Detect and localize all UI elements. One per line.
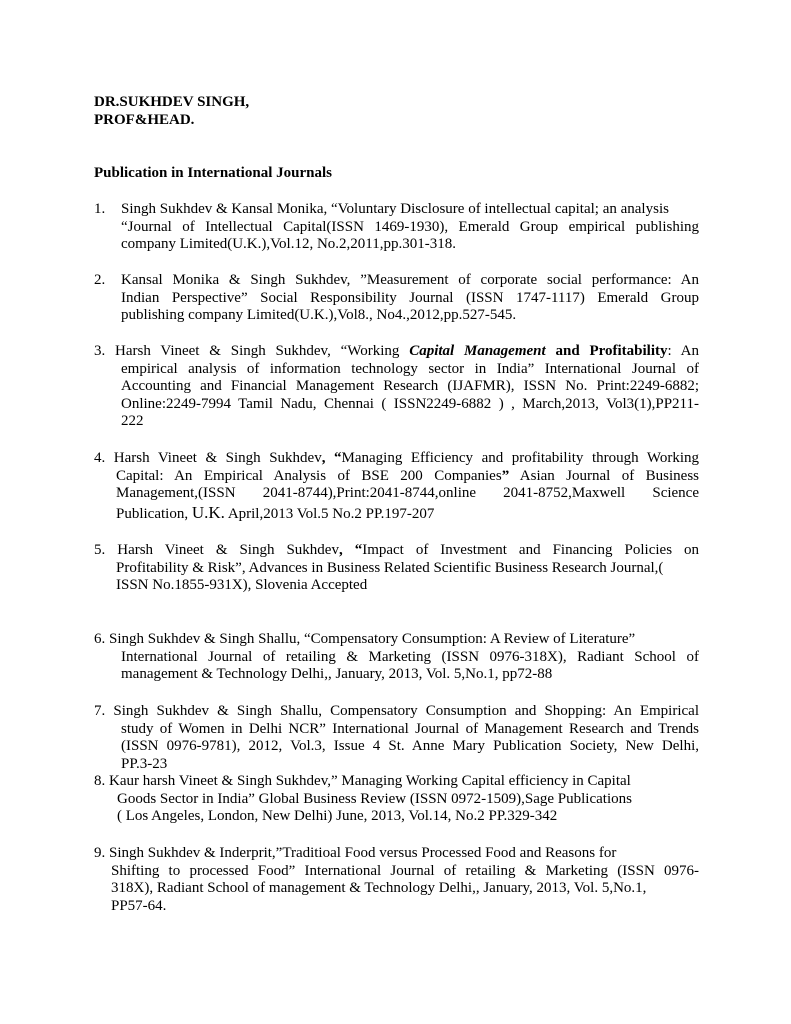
entry-text: Singh Sukhdev & Singh Shallu, “Compensatory Consumption: A Review of Literature” — [109, 631, 636, 647]
entry-text: Publication, — [116, 505, 192, 522]
publication-item-8 — [94, 773, 699, 826]
entry-line — [94, 773, 699, 791]
author-title: PROF&HEAD. — [94, 112, 195, 128]
item-number: 4. — [94, 450, 106, 466]
entry-emphasis: , “ — [338, 542, 363, 558]
entry-line: Online:2249-7994 Tamil Nadu, Chennai ( ISSN2249-6882 ) , March,2013, Vol3(1),PP211- — [121, 395, 699, 412]
entry-line: Singh Sukhdev & Kansal Monika, “Voluntary Disclosure of intellectual capital; an analysis — [121, 201, 669, 217]
entry-line: Goods Sector in India” Global Business Review (ISSN 0972-1509),Sage Publications — [117, 790, 632, 807]
item-number: 8. — [94, 773, 106, 789]
entry-line — [94, 631, 699, 649]
entry-line: 222 — [121, 413, 144, 430]
entry-line — [94, 703, 699, 721]
entry-line: ISSN No.1855-931X), Slovenia Accepted — [116, 577, 368, 594]
entry-text: Managing Efficiency and profitability through Working — [341, 450, 699, 466]
entry-text: Harsh Vineet & Singh Sukhdev, “Working — [115, 343, 410, 359]
entry-text: Asian Journal of Business — [509, 467, 699, 484]
entry-line: Profitability & Risk”, Advances in Business Related Scientific Business Research Journal,( — [116, 559, 664, 576]
entry-line: study of Women in Delhi NCR” International Journal of Management Research and Trends — [121, 720, 699, 737]
entry-text: Harsh Vineet & Singh Sukhdev — [113, 450, 322, 466]
publication-item-2 — [94, 272, 699, 325]
publication-item-9 — [94, 845, 699, 915]
entry-line — [116, 468, 699, 486]
entry-text: Harsh Vineet & Singh Sukhdev — [117, 542, 339, 558]
entry-text: Kaur harsh Vineet & Singh Sukhdev,” Managing Working Capital efficiency in Capital — [109, 773, 631, 789]
publication-item-1 — [94, 201, 699, 254]
entry-line — [94, 542, 699, 560]
item-number: 9. — [94, 845, 106, 861]
entry-line: publishing company Limited(U.K.),Vol8., No4.,2012,pp.527-545. — [121, 307, 517, 324]
publication-item-3 — [94, 343, 699, 431]
publication-item-6 — [94, 631, 699, 684]
entry-line: company Limited(U.K.),Vol.12, No.2,2011,pp.301-318. — [121, 236, 456, 253]
entry-text: Singh Sukhdev & Inderprit,”Traditioal Food versus Processed Food and Reasons for — [109, 845, 617, 861]
publication-item-7 — [94, 703, 699, 773]
entry-text: Impact of Investment and Financing Policies on — [362, 542, 700, 558]
item-number: 1. — [94, 201, 106, 217]
entry-line: ( Los Angeles, London, New Delhi) June, 2013, Vol.14, No.2 PP.329-342 — [117, 808, 558, 825]
entry-line: empirical analysis of information technology sector in India” International Journal of — [121, 360, 699, 377]
entry-text: Singh Sukhdev & Singh Shallu, Compensatory Consumption and Shopping: An Empirical — [113, 703, 699, 719]
entry-emphasis: , “ — [321, 450, 342, 466]
entry-line: Accounting and Financial Management Research (IJAFMR), ISSN No. Print:2249-6882; — [121, 378, 699, 395]
entry-text: : An — [667, 343, 699, 359]
item-number: 3. — [94, 343, 106, 359]
item-number: 7. — [94, 703, 106, 719]
entry-emphasis: Capital Management — [409, 343, 546, 359]
entry-emphasis: ” — [501, 467, 510, 484]
entry-line: PP.3-23 — [121, 755, 168, 772]
entry-text: Capital: An Empirical Analysis of BSE 200 Companies — [116, 467, 502, 484]
entry-line: (ISSN 0976-9781), 2012, Vol.3, Issue 4 St. Anne Mary Publication Society, New Delhi, — [121, 738, 699, 755]
item-number: 2. — [94, 272, 106, 288]
entry-line — [94, 343, 699, 361]
entry-line: Indian Perspective” Social Responsibility Journal (ISSN 1747-1117) Emerald Group — [121, 289, 699, 306]
entry-line: management & Technology Delhi,, January, 2013, Vol. 5,No.1, pp72-88 — [121, 666, 553, 683]
entry-emphasis: Profitability — [589, 343, 668, 359]
entry-line: PP57-64. — [111, 897, 167, 914]
entry-text: April,2013 Vol.5 No.2 PP.197-207 — [224, 505, 435, 522]
entry-line — [94, 845, 699, 863]
entry-line: Kansal Monika & Singh Sukhdev, ”Measurement of corporate social performance: An — [121, 272, 699, 288]
section-title: Publication in International Journals — [94, 165, 332, 181]
entry-line: International Journal of retailing & Marketing (ISSN 0976-318X), Radiant School of — [121, 648, 699, 665]
publication-item-5 — [94, 542, 699, 595]
entry-line — [94, 450, 699, 468]
entry-line: Shifting to processed Food” International Journal of retailing & Marketing (ISSN 0976- — [111, 862, 699, 879]
publication-item-4 — [94, 450, 699, 523]
entry-text: U.K. — [191, 502, 225, 522]
entry-line — [116, 503, 699, 523]
item-number: 6. — [94, 631, 106, 647]
entry-emphasis: and — [545, 343, 590, 359]
author-name: DR.SUKHDEV SINGH, — [94, 94, 250, 110]
entry-line: 318X), Radiant School of management & Technology Delhi,, January, 2013, Vol. 5,No.1, — [111, 880, 647, 897]
item-number: 5. — [94, 542, 106, 558]
entry-line: “Journal of Intellectual Capital(ISSN 1469-1930), Emerald Group empirical publishing — [121, 218, 699, 235]
entry-line: Management,(ISSN 2041-8744),Print:2041-8744,online 2041-8752,Maxwell Science — [116, 485, 699, 502]
